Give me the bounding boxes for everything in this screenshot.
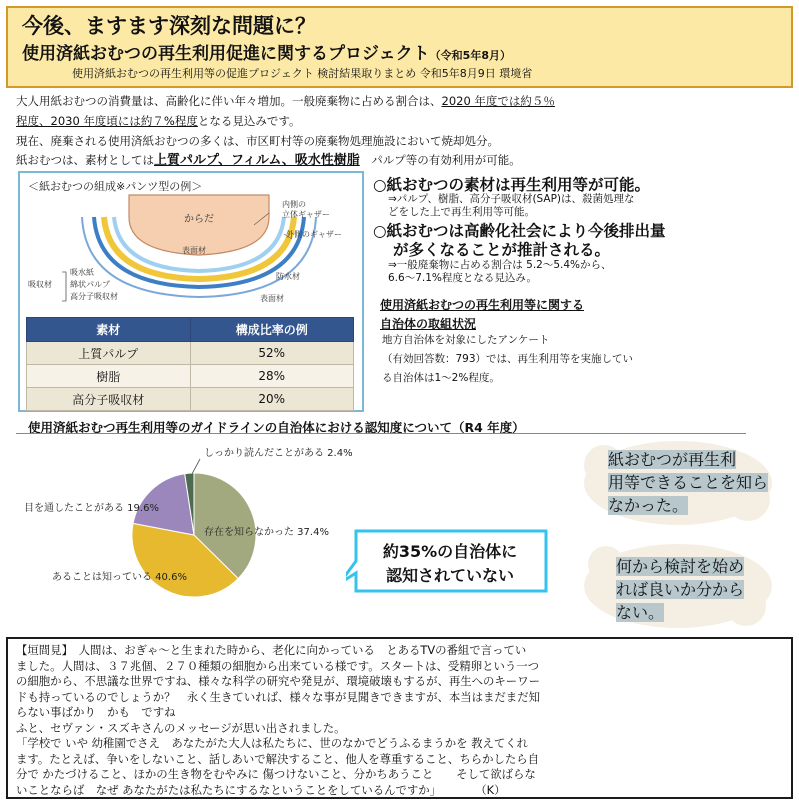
pie-slice-label: あることは知っている 40.6% [52, 572, 187, 583]
composition-table [26, 317, 354, 411]
label-absorbent-paper: 吸水紙 [70, 268, 94, 277]
table-cell: 28% [190, 365, 354, 388]
survey-line-1: 地方自治体を対象にしたアンケート [382, 334, 550, 346]
bullet-2-title-2: が多くなることが推計される。 [393, 241, 611, 259]
table-header-row [27, 318, 354, 342]
label-waterproof: 防水材 [276, 272, 300, 281]
footer-line: ふと、セヴァン・スズキさんのメッセージが思い出されました。 [16, 720, 346, 735]
survey-line-3: る自治体は1～2%程度。 [382, 372, 500, 384]
survey-title-1: 使用済紙おむつの再生利用等に関する [380, 298, 585, 312]
cloud-2-line: れば良いか分から [616, 580, 745, 599]
bullet-1-title: ○紙おむつの素材は再生利用等が可能。 [373, 176, 651, 194]
cloud-2-text [616, 555, 776, 624]
footer-line: いことならば なぜ あなたがたは私たちにするなということをしているんですか」 （K） [16, 782, 506, 797]
pie-slice-label: しっかり読んだことがある 2.4% [204, 448, 353, 459]
footer-line: の細胞から、不思議な世界ですね、様々な科学の研究や発見が、環境破壊もするが、再生へのキーワー [16, 674, 540, 688]
page-subtitle [22, 39, 511, 64]
table-row [27, 388, 354, 411]
table-row [27, 342, 354, 365]
bullet-2-sub-1: ⇒一般廃棄物に占める割合は 5.2～5.4%から、 [388, 259, 612, 271]
intro-line-3: 現在、廃棄される使用済紙おむつの多くは、市区町村等の廃棄物処理施設において焼却処分。 [16, 134, 499, 148]
bullet-2-title-1: ○紙おむつは高齢化社会により今後排出量 [373, 222, 666, 240]
figure-caption: ＜紙おむつの組成※パンツ型の例＞ [28, 180, 203, 193]
label-inner-gather-2: 立体ギャザー [282, 210, 330, 219]
label-outer-gather: 外側のギャザー [286, 230, 342, 239]
label-sap: 高分子吸収材 [70, 292, 118, 301]
bullet-2-sub-2: 6.6～7.1%程度となる見込み。 [388, 272, 538, 284]
footer-line: ドも持っているのでしょうか？ 永く生きていれば、様々な事が見聞きできますが、本当はまだまだ知 [16, 689, 540, 704]
cloud-1-text [608, 448, 768, 517]
diaper-composition-figure [18, 171, 364, 412]
intro-line-2b: となる見込みです。 [197, 114, 301, 128]
subtitle-date: （令和5年8月） [429, 49, 511, 62]
footer-line: 分で かたづけること、ほかの生き物をむやみに 傷つけないこと、分かちあうこと そして欲ばらな [16, 767, 536, 781]
callout-line-2: 認知されていない [385, 566, 515, 585]
cloud-2-line: 何から検討を始め [616, 557, 745, 576]
awareness-pie-chart [24, 440, 364, 625]
intro-line-1a: 大人用紙おむつの消費量は、高齢化に伴い年々増加。一般廃棄物に占める割合は、 [16, 94, 442, 108]
chart-title: 使用済紙おむつ再生利用等のガイドラインの自治体における認知度について（R4 年度） [28, 420, 525, 435]
cloud-1-line: 用等できることを知ら [608, 473, 769, 492]
table-cell: 高分子吸収材 [27, 388, 191, 411]
table-header-ratio: 構成比率の例 [190, 318, 354, 342]
label-inner-gather: 内側の [282, 200, 306, 209]
callout-line-1: 約35%の自治体に [382, 542, 518, 561]
table-header-material: 素材 [27, 318, 191, 342]
pie-leader-line [192, 459, 200, 474]
table-cell: 20% [190, 388, 354, 411]
subtitle-text: 使用済紙おむつの再生利用促進に関するプロジェクト [22, 44, 430, 64]
cloud-1-line: なかった。 [608, 496, 689, 515]
page-title: 今後、ますます深刻な問題に？ [22, 14, 316, 38]
intro-line-4b: 上質パルプ、フィルム、吸水性樹脂 [154, 153, 360, 168]
footer-line: らない事ばかり かも ですね [16, 705, 176, 719]
intro-line-1b: 2020 年度では約５％ [441, 94, 555, 108]
bullet-1-sub-1: ⇒パルプ、樹脂、高分子吸収材(SAP)は、殺菌処理な [388, 193, 635, 205]
table-cell: 上質パルプ [27, 342, 191, 365]
table-row [27, 365, 354, 388]
header-banner [6, 6, 793, 88]
footer-line: ました。人間は、３７兆個、２７０種類の細胞から出来ている様です。スタートは、受精卵という一つ [16, 658, 540, 673]
footer-line: 【垣間見】 人間は、おぎゃ～と生まれた時から、老化に向かっている とあるTVの番組で言ってい [16, 643, 527, 657]
footer-line: 「学校で いや 幼稚園でさえ あなたがた大人は私たちに、世のなかでどうふるまうかを 教えてくれ [16, 736, 529, 750]
footer-line: ます。たとえば、争いをしないこと、話しあいで解決すること、他人を尊重すること、ちらかしたら自 [16, 751, 540, 766]
table-cell: 樹脂 [27, 365, 191, 388]
label-absorbent: 吸収材 [28, 280, 52, 289]
pie-slice-label: 目を通したことがある 19.6% [24, 503, 159, 514]
cloud-1-line: 紙おむつが再生利 [608, 450, 737, 469]
chart-title-underline [16, 433, 746, 434]
diaper-cross-section-diagram [24, 177, 360, 317]
intro-line-4a: 紙おむつは、素材としては [16, 153, 154, 167]
footer-essay [6, 637, 793, 799]
label-surface-2: 表面材 [260, 294, 284, 303]
label-cotton-pulp: 綿状パルプ [70, 280, 110, 289]
label-surface: 表面材 [182, 246, 206, 255]
survey-title-2: 自治体の取組状況 [380, 317, 477, 331]
survey-line-2: （有効回答数：793）では、再生利用等を実施してい [382, 353, 634, 365]
pie-slice-label: 存在を知らなかった 37.4% [204, 527, 329, 538]
intro-line-4c: パルプ等の有効利用が可能。 [359, 153, 521, 167]
intro-line-2a: 程度、2030 年度頃には約７%程度 [16, 114, 198, 128]
bullet-1-sub-2: どをした上で再生利用等可能。 [388, 206, 535, 218]
cloud-2-line: ない。 [616, 603, 665, 622]
table-cell: 52% [190, 342, 354, 365]
callout-bubble [346, 527, 552, 597]
intro-line-1 [16, 91, 555, 111]
source-line: 使用済紙おむつの再生利用等の促進プロジェクト 検討結果取りまとめ 令和5年8月9日 環境省 [72, 67, 533, 80]
intro-line-4 [16, 150, 521, 171]
intro-line-2 [16, 111, 300, 131]
label-body: からだ [184, 214, 214, 225]
